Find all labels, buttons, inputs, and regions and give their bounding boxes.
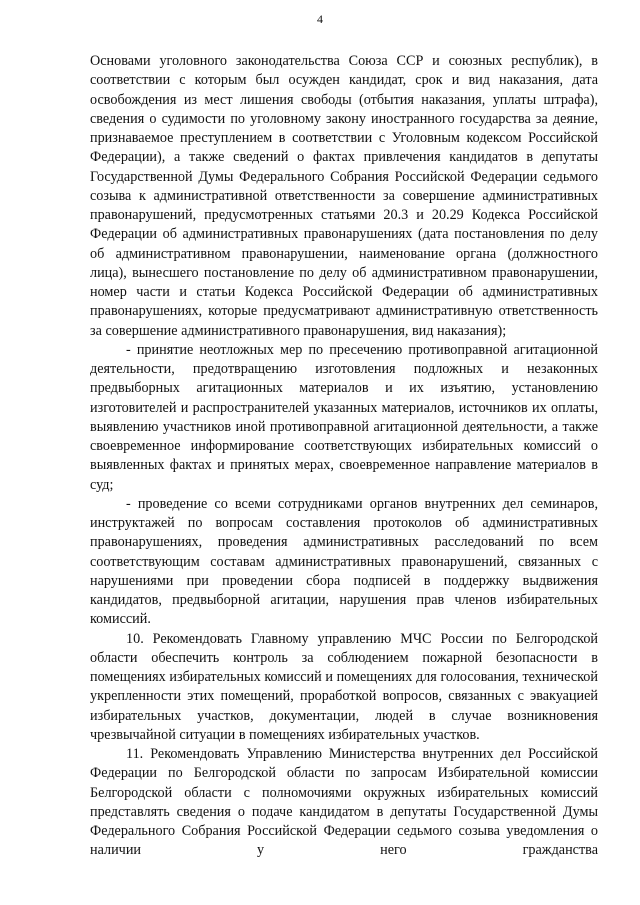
paragraph-staff-seminars: - проведение со всеми сотрудниками органов внутренних дел семинаров, инструктажей по вопросам составления протоколов об административных правонарушениях, проведения административных расследований по всем соответствующим составам административных правонарушений, связанных с нарушениями при проведении сбора подписей в поддержку выдвижения кандидатов, предвыборной агитации, нарушения прав членов избирательных комиссий. [90,495,598,628]
paragraph-item-10-fire-safety: 10. Рекомендовать Главному управлению МЧС России по Белгородской области обеспечить контроль за соблюдением пожарной безопасности в помещениях избирательных комиссий и помещениях для голосования, технической укрепленности этих помещений, проработкой вопросов, связанных с эвакуацией избирательных участков, документации, людей в случае возникновения чрезвычайной ситуации в помещениях избирательных участков. [90,630,598,743]
paragraph-item-11-citizenship-info: 11. Рекомендовать Управлению Министерства внутренних дел Российской Федерации по Белгородской области по запросам Избирательной комиссии Белгородской области с полномочиями окружных избирательных комиссий представлять сведения о подаче кандидатом в депутаты Государственной Думы Федерального Собрания Российской Федерации седьмого созыва уведомления о наличии у него гражданства [90,746,598,859]
paragraph-criminal-record-info: Основами уголовного законодательства Союза ССР и союзных республик), в соответствии с которым был осужден кандидат, срок и вид наказания, дата освобождения из мест лишения свободы (отбытия наказания, уплаты штрафа), сведения о судимости по уголовному закону иностранного государства за деяние, признаваемое преступлением в соответствии с Уголовным кодексом Российской Федерации), а также сведений о фактах привлечения кандидатов в депутаты Государственной Думы Федерального Собрания Российской Федерации седьмого созыва к административной ответственности за совершение административных правонарушений, предусмотренных статьями 20.3 и 20.29 Кодекса Российской Федерации об административных правонарушениях (дата постановления по делу об административном правонарушении, наименование органа (должностного лица), вынесшего постановление по делу об административном правонарушении, номер части и статьи Кодекса Российской Федерации об административных правонарушениях, которые предусматривают административную ответственность за совершение административного правонарушения, вид наказания); [90,53,598,339]
page-number: 4 [317,12,323,26]
document-body [90,52,598,861]
paragraph-agitation-measures: - принятие неотложных мер по пресечению противоправной агитационной деятельности, предотвращению изготовления подложных и незаконных предвыборных агитационных материалов и их изъятию, установлению изготовителей и распространителей указанных материалов, источников их оплаты, выявлению участников иной противоправной агитационной деятельности, а также своевременное информирование соответствующих избирательных комиссий о выявленных фактах и принятых мерах, своевременное направление материалов в суд; [90,341,598,493]
